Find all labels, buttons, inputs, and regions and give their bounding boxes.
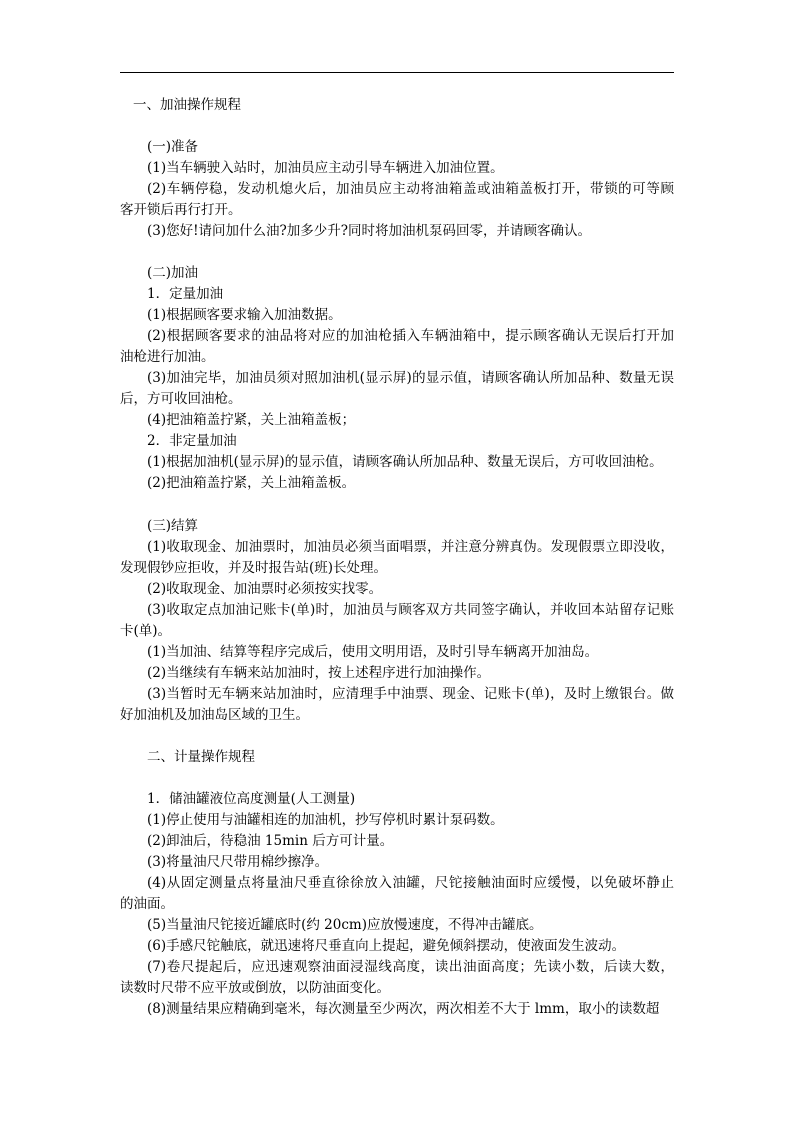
text-line: (1)当加油、结算等程序完成后，使用文明用语，及时引导车辆离开加油岛。: [147, 644, 599, 660]
paragraph: [120, 684, 674, 726]
paragraph: [120, 915, 674, 936]
document-body: [120, 95, 674, 1020]
text-line: (二)加油: [147, 265, 199, 281]
paragraph: [120, 642, 674, 663]
text-line: 卡(单)。: [120, 623, 172, 639]
text-line: (4)从固定测量点将量油尺垂直徐徐放入油罐，尺铊接触油面时应缓慢，以免破坏静止: [147, 875, 674, 891]
text-line: (2)把油箱盖拧紧，关上油箱盖板。: [147, 475, 356, 491]
paragraph: [120, 410, 674, 431]
paragraph: [120, 831, 674, 852]
subsection-heading: [120, 263, 674, 284]
text-line: (3)收取定点加油记账卡(单)时，加油员与顾客双方共同签字确认，并收回本站留存记账: [147, 602, 674, 618]
text-line: (3)您好!请问加什么油?加多少升?同时将加油机泵码回零，并请顾客确认。: [147, 223, 592, 239]
text-line: (5)当量油尺铊接近罐底时(约 20cm)应放慢速度，不得冲击罐底。: [147, 917, 543, 933]
header-rule: [120, 72, 674, 73]
text-line: 1．定量加油: [147, 286, 224, 302]
paragraph: [120, 936, 674, 957]
paragraph: [120, 579, 674, 600]
text-line: 好加油机及加油岛区域的卫生。: [120, 707, 309, 723]
text-line: 发现假钞应拒收，并及时报告站(班)长处理。: [120, 560, 388, 576]
text-line: (2)当继续有车辆来站加油时，按上述程序进行加油操作。: [147, 665, 491, 681]
text-line: 读数时尺带不应平放或倒放，以防油面变化。: [120, 980, 390, 996]
paragraph: [120, 873, 674, 915]
text-line: (6)手感尺铊触底，就迅速将尺垂直向上提起，避免倾斜摆动，使液面发生波动。: [147, 938, 626, 954]
text-line: (1)根据顾客要求输入加油数据。: [147, 307, 342, 323]
subsection-heading: [120, 516, 674, 537]
paragraph: [120, 452, 674, 473]
paragraph: [120, 179, 674, 221]
text-line: (1)根据加油机(显示屏)的显示值，请顾客确认所加品种、数量无误后，方可收回油枪。: [147, 454, 663, 470]
text-line: (7)卷尺提起后，应迅速观察油面浸湿线高度，读出油面高度；先读小数，后读大数，: [147, 959, 674, 975]
text-line: 2．非定量加油: [147, 433, 237, 449]
paragraph: [120, 810, 674, 831]
paragraph: [120, 663, 674, 684]
paragraph: [120, 999, 674, 1020]
text-line: (2)收取现金、加油票时必须按实找零。: [147, 581, 383, 597]
text-line: (3)将量油尺尺带用棉纱擦净。: [147, 854, 329, 870]
text-line: (8)测量结果应精确到毫米，每次测量至少两次，两次相差不大于 lmm，取小的读数超: [147, 1001, 660, 1017]
text-line: (4)把油箱盖拧紧，关上油箱盖板；: [147, 412, 356, 428]
subsection-heading: [120, 137, 674, 158]
text-line: (1)停止使用与油罐相连的加油机，抄写停机时累计泵码数。: [147, 812, 504, 828]
text-line: (2)卸油后，待稳油 15min 后方可计量。: [147, 833, 394, 849]
text-line: 二、计量操作规程: [147, 749, 255, 765]
text-line: 后，方可收回油枪。: [120, 391, 242, 407]
section-heading: [120, 747, 674, 768]
paragraph: [120, 368, 674, 410]
blank-line: [120, 768, 674, 789]
text-line: 油枪进行加油。: [120, 349, 215, 365]
paragraph: [120, 473, 674, 494]
paragraph: [120, 221, 674, 242]
text-line: 1．储油罐液位高度测量(人工测量): [147, 791, 356, 807]
text-line: (2)车辆停稳，发动机熄火后，加油员应主动将油箱盖或油箱盖板打开，带锁的可等顾: [147, 181, 674, 197]
paragraph: [120, 789, 674, 810]
text-line: 一、加油操作规程: [133, 97, 241, 113]
paragraph: [120, 431, 674, 452]
blank-line: [120, 726, 674, 747]
text-line: (三)结算: [147, 518, 199, 534]
text-line: (2)根据顾客要求的油品将对应的加油枪插入车辆油箱中，提示顾客确认无误后打开加: [147, 328, 674, 344]
blank-line: [120, 116, 674, 137]
paragraph: [120, 600, 674, 642]
blank-line: [120, 242, 674, 263]
text-line: (1)收取现金、加油票时，加油员必须当面唱票，并注意分辨真伪。发现假票立即没收，: [147, 539, 674, 555]
paragraph: [120, 852, 674, 873]
blank-line: [120, 494, 674, 516]
paragraph: [120, 305, 674, 326]
text-line: 客开锁后再行打开。: [120, 202, 242, 218]
paragraph: [120, 537, 674, 579]
paragraph: [120, 326, 674, 368]
text-line: (3)加油完毕，加油员须对照加油机(显示屏)的显示值，请顾客确认所加品种、数量无误: [147, 370, 674, 386]
text-line: (3)当暂时无车辆来站加油时，应清理手中油票、现金、记账卡(单)，及时上缴银台。做: [147, 686, 674, 702]
text-line: (一)准备: [147, 139, 199, 155]
paragraph: [120, 284, 674, 305]
text-line: 的油面。: [120, 896, 174, 912]
text-line: (1)当车辆驶入站时，加油员应主动引导车辆进入加油位置。: [147, 160, 504, 176]
paragraph: [120, 158, 674, 179]
section-heading: [120, 95, 674, 116]
paragraph: [120, 957, 674, 999]
